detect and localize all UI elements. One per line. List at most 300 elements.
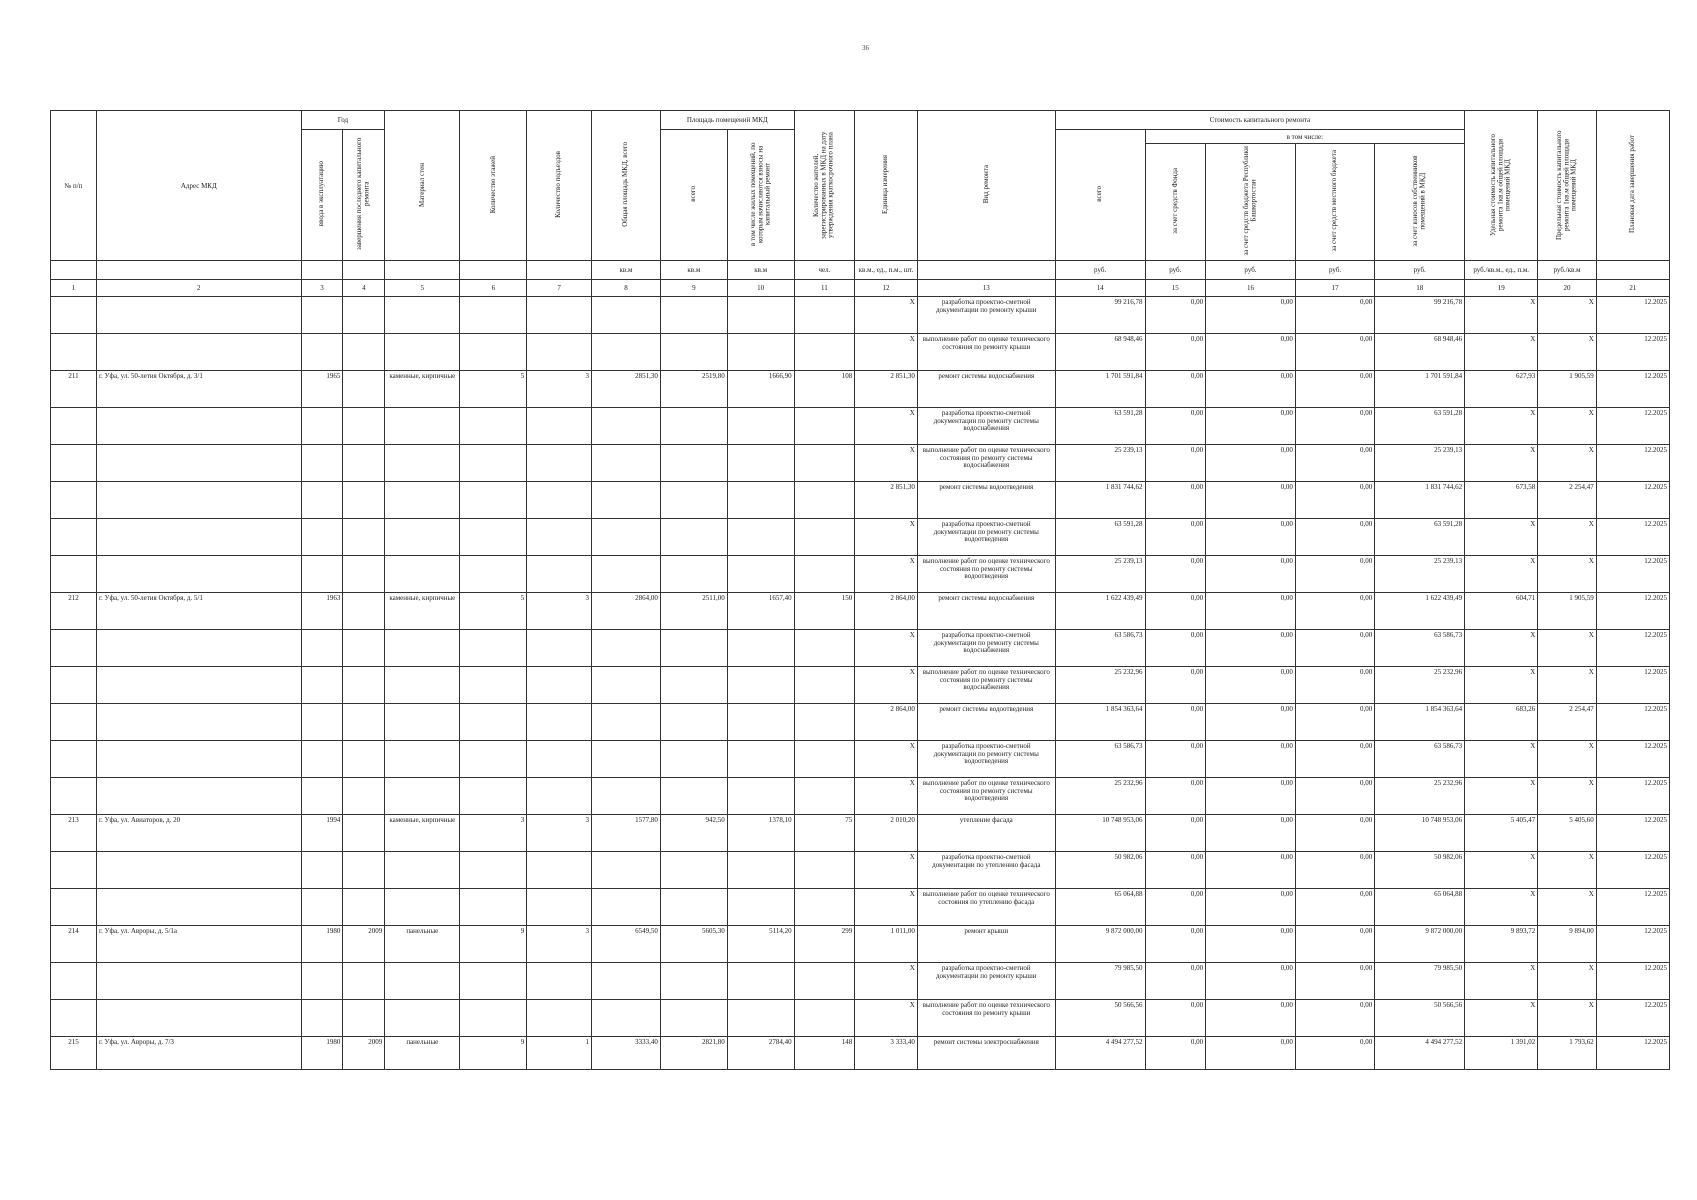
cell-y2 (343, 482, 385, 519)
cell-max: X (1538, 852, 1596, 889)
cell-res: 299 (794, 926, 855, 963)
cell-y1 (301, 482, 343, 519)
cell-total: 4 494 277,52 (1055, 1037, 1145, 1070)
cell-y2 (343, 889, 385, 926)
cell-loc: 0,00 (1295, 408, 1374, 445)
cell-ar (727, 852, 794, 889)
cell-fl (460, 297, 527, 334)
cell-max: X (1538, 334, 1596, 371)
cell-ta (591, 519, 660, 556)
cell-ta (591, 408, 660, 445)
header-area-total: всего (660, 130, 727, 261)
cell-ent (527, 778, 592, 815)
unit-cell: руб. (1145, 261, 1206, 280)
unit-cell: кв.м (727, 261, 794, 280)
cell-loc: 0,00 (1295, 778, 1374, 815)
header-no: № п/п (51, 111, 97, 261)
cell-own: 63 591,28 (1375, 519, 1465, 556)
cell-y2: 2009 (343, 926, 385, 963)
unit-cell (301, 261, 343, 280)
cell-mat (385, 408, 460, 445)
cell-mat (385, 519, 460, 556)
table-row (51, 445, 1670, 482)
cell-date: 12.2025 (1596, 408, 1669, 445)
cell-fund: 0,00 (1145, 630, 1206, 667)
unit-cell (917, 261, 1055, 280)
cell-fund: 0,00 (1145, 519, 1206, 556)
cell-loc: 0,00 (1295, 630, 1374, 667)
cell-fl (460, 667, 527, 704)
cell-work: выполнение работ по оценке технического состояния по ремонту системы водоотведения (917, 556, 1055, 593)
cell-no (51, 556, 97, 593)
cell-ar (727, 630, 794, 667)
cell-fund: 0,00 (1145, 371, 1206, 408)
cell-y2 (343, 1000, 385, 1037)
header-unit-cost: Удельная стоимость капитального ремонта 1кв.м общей площади помещений МКД (1465, 111, 1538, 261)
cell-qty: X (855, 556, 918, 593)
cell-rep: 0,00 (1206, 297, 1296, 334)
cell-res (794, 556, 855, 593)
cell-no (51, 889, 97, 926)
cell-y1 (301, 852, 343, 889)
cell-mat: каменные, кирпичные (385, 815, 460, 852)
unit-cell: руб. (1206, 261, 1296, 280)
cell-max: X (1538, 445, 1596, 482)
cell-no (51, 1000, 97, 1037)
cell-at: 2511,00 (660, 593, 727, 630)
cell-own: 9 872 000,00 (1375, 926, 1465, 963)
cell-unit: X (1465, 334, 1538, 371)
column-number-cell: 17 (1295, 280, 1374, 297)
column-number-cell: 3 (301, 280, 343, 297)
cell-y2 (343, 297, 385, 334)
cell-rep: 0,00 (1206, 1000, 1296, 1037)
cell-own: 25 239,13 (1375, 445, 1465, 482)
cell-y1 (301, 667, 343, 704)
header-cost-local: за счет средств местного бюджета (1295, 144, 1374, 261)
cell-ent (527, 334, 592, 371)
cell-own: 79 985,50 (1375, 963, 1465, 1000)
table-row (51, 630, 1670, 667)
cell-work: разработка проектно-сметной документации по ремонту крыши (917, 963, 1055, 1000)
cell-date: 12.2025 (1596, 815, 1669, 852)
table-row (51, 297, 1670, 334)
cell-ta (591, 667, 660, 704)
cell-at (660, 889, 727, 926)
cell-work: выполнение работ по оценке технического состояния по ремонту крыши (917, 334, 1055, 371)
header-floors: Количество этажей (460, 111, 527, 261)
column-number-cell: 14 (1055, 280, 1145, 297)
cell-at (660, 778, 727, 815)
table-row (51, 889, 1670, 926)
repair-plan-table (50, 110, 1670, 1070)
unit-cell (385, 261, 460, 280)
cell-loc: 0,00 (1295, 963, 1374, 1000)
cell-no (51, 408, 97, 445)
cell-date: 12.2025 (1596, 297, 1669, 334)
cell-y2 (343, 667, 385, 704)
cell-date: 12.2025 (1596, 963, 1669, 1000)
cell-ar (727, 556, 794, 593)
cell-fund: 0,00 (1145, 593, 1206, 630)
cell-rep: 0,00 (1206, 408, 1296, 445)
cell-date: 12.2025 (1596, 741, 1669, 778)
cell-ent (527, 852, 592, 889)
cell-mat (385, 556, 460, 593)
cell-work: ремонт системы водоотведения (917, 482, 1055, 519)
cell-at (660, 482, 727, 519)
cell-ent (527, 556, 592, 593)
cell-own: 63 586,73 (1375, 630, 1465, 667)
cell-res (794, 334, 855, 371)
cell-ta (591, 556, 660, 593)
header-wall-material: Материал стен (385, 111, 460, 261)
cell-ar: 1378,10 (727, 815, 794, 852)
cell-fund: 0,00 (1145, 778, 1206, 815)
cell-date: 12.2025 (1596, 593, 1669, 630)
cell-own: 25 232,96 (1375, 667, 1465, 704)
unit-cell: руб./кв.м., ед., п.м. (1465, 261, 1538, 280)
cell-fl (460, 889, 527, 926)
cell-date: 12.2025 (1596, 482, 1669, 519)
header-cost-republic: за счет средств бюджета Республики Башкортостан (1206, 144, 1296, 261)
cell-max: 5 405,60 (1538, 815, 1596, 852)
table-row (51, 852, 1670, 889)
cell-max: X (1538, 556, 1596, 593)
cell-fl (460, 1000, 527, 1037)
cell-loc: 0,00 (1295, 704, 1374, 741)
cell-qty: X (855, 1000, 918, 1037)
cell-y2 (343, 408, 385, 445)
cell-own: 50 982,06 (1375, 852, 1465, 889)
cell-qty: X (855, 741, 918, 778)
cell-total: 9 872 000,00 (1055, 926, 1145, 963)
cell-work: выполнение работ по оценке технического состояния по ремонту системы водоотведения (917, 778, 1055, 815)
cell-own: 4 494 277,52 (1375, 1037, 1465, 1070)
cell-qty: 2 864,00 (855, 704, 918, 741)
column-number-cell: 8 (591, 280, 660, 297)
cell-work: выполнение работ по оценке технического состояния по ремонту крыши (917, 1000, 1055, 1037)
cell-ent (527, 704, 592, 741)
cell-work: разработка проектно-сметной документации по ремонту крыши (917, 297, 1055, 334)
cell-rep: 0,00 (1206, 815, 1296, 852)
unit-cell (1596, 261, 1669, 280)
cell-fl: 5 (460, 593, 527, 630)
cell-no (51, 445, 97, 482)
cell-date: 12.2025 (1596, 334, 1669, 371)
cell-y2 (343, 963, 385, 1000)
cell-max: 9 894,00 (1538, 926, 1596, 963)
cell-addr (96, 408, 301, 445)
cell-loc: 0,00 (1295, 667, 1374, 704)
column-number-cell: 12 (855, 280, 918, 297)
cell-qty: X (855, 778, 918, 815)
unit-cell: руб./кв.м (1538, 261, 1596, 280)
cell-ar (727, 741, 794, 778)
cell-at (660, 519, 727, 556)
cell-ta (591, 889, 660, 926)
cell-res (794, 482, 855, 519)
cell-work: ремонт системы водоотведения (917, 704, 1055, 741)
cell-rep: 0,00 (1206, 519, 1296, 556)
cell-ta: 3333,40 (591, 1037, 660, 1070)
column-number-cell: 6 (460, 280, 527, 297)
cell-ta (591, 630, 660, 667)
cell-qty: X (855, 297, 918, 334)
table-row (51, 815, 1670, 852)
cell-qty: 3 333,40 (855, 1037, 918, 1070)
cell-y2 (343, 630, 385, 667)
cell-work: выполнение работ по оценке технического состояния по ремонту системы водоснабжения (917, 667, 1055, 704)
cell-ent: 1 (527, 1037, 592, 1070)
cell-ar (727, 778, 794, 815)
cell-y1: 1965 (301, 371, 343, 408)
cell-loc: 0,00 (1295, 593, 1374, 630)
column-number-cell: 7 (527, 280, 592, 297)
cell-no (51, 667, 97, 704)
cell-work: выполнение работ по оценке технического состояния по утеплению фасада (917, 889, 1055, 926)
cell-loc: 0,00 (1295, 445, 1374, 482)
cell-ent (527, 519, 592, 556)
cell-work: ремонт системы водоснабжения (917, 371, 1055, 408)
cell-qty: X (855, 334, 918, 371)
table-row (51, 519, 1670, 556)
cell-mat: каменные, кирпичные (385, 593, 460, 630)
cell-ar (727, 1000, 794, 1037)
cell-total: 1 622 439,49 (1055, 593, 1145, 630)
column-number-cell: 1 (51, 280, 97, 297)
cell-total: 50 982,06 (1055, 852, 1145, 889)
cell-y1 (301, 556, 343, 593)
cell-no (51, 963, 97, 1000)
cell-no: 215 (51, 1037, 97, 1070)
cell-y2 (343, 445, 385, 482)
cell-addr: г. Уфа, ул. Авроры, д. 5/1а (96, 926, 301, 963)
cell-max: 1 905,59 (1538, 371, 1596, 408)
cell-qty: X (855, 408, 918, 445)
cell-loc: 0,00 (1295, 556, 1374, 593)
cell-fund: 0,00 (1145, 408, 1206, 445)
cell-ent (527, 889, 592, 926)
table-row (51, 926, 1670, 963)
cell-work: ремонт крыши (917, 926, 1055, 963)
cell-ta (591, 852, 660, 889)
cell-max: X (1538, 778, 1596, 815)
cell-res (794, 445, 855, 482)
cell-at (660, 704, 727, 741)
table-row (51, 482, 1670, 519)
cell-fl (460, 519, 527, 556)
cell-date: 12.2025 (1596, 371, 1669, 408)
cell-rep: 0,00 (1206, 963, 1296, 1000)
cell-addr (96, 1000, 301, 1037)
cell-fl (460, 556, 527, 593)
cell-fl (460, 963, 527, 1000)
cell-y1: 1994 (301, 815, 343, 852)
header-cost-owners: за счет взносов собственников помещений в МКД (1375, 144, 1465, 261)
cell-ta (591, 334, 660, 371)
cell-fund: 0,00 (1145, 445, 1206, 482)
cell-ta (591, 482, 660, 519)
cell-no: 212 (51, 593, 97, 630)
header-total-area: Общая площадь МКД, всего (591, 111, 660, 261)
cell-total: 63 586,73 (1055, 741, 1145, 778)
cell-ta (591, 704, 660, 741)
cell-rep: 0,00 (1206, 852, 1296, 889)
cell-date: 12.2025 (1596, 1037, 1669, 1070)
cell-work: разработка проектно-сметной документации по ремонту системы водоотведения (917, 741, 1055, 778)
cell-date: 12.2025 (1596, 926, 1669, 963)
cell-ar (727, 519, 794, 556)
cell-addr: г. Уфа, ул. Авиаторов, д. 20 (96, 815, 301, 852)
cell-ent (527, 667, 592, 704)
cell-ta (591, 778, 660, 815)
cell-y2 (343, 371, 385, 408)
column-number-cell: 15 (1145, 280, 1206, 297)
cell-ent (527, 482, 592, 519)
cell-res (794, 1000, 855, 1037)
cell-max: X (1538, 408, 1596, 445)
cell-ent (527, 297, 592, 334)
cell-qty: 2 851,30 (855, 371, 918, 408)
unit-cell: руб. (1055, 261, 1145, 280)
column-number-cell: 19 (1465, 280, 1538, 297)
unit-cell (96, 261, 301, 280)
cell-own: 63 591,28 (1375, 408, 1465, 445)
cell-fl (460, 408, 527, 445)
cell-res: 148 (794, 1037, 855, 1070)
cell-no: 211 (51, 371, 97, 408)
cell-unit: X (1465, 297, 1538, 334)
cell-total: 63 591,28 (1055, 408, 1145, 445)
cell-total: 1 831 744,62 (1055, 482, 1145, 519)
cell-no (51, 741, 97, 778)
cell-ta: 6549,50 (591, 926, 660, 963)
cell-total: 1 701 591,84 (1055, 371, 1145, 408)
cell-mat (385, 630, 460, 667)
cell-rep: 0,00 (1206, 630, 1296, 667)
table-row (51, 778, 1670, 815)
header-cost-group: Стоимость капитального ремонта (1055, 111, 1464, 130)
cell-y1: 1980 (301, 926, 343, 963)
cell-addr (96, 630, 301, 667)
cell-unit: X (1465, 889, 1538, 926)
cell-own: 1 854 363,64 (1375, 704, 1465, 741)
cell-addr (96, 556, 301, 593)
cell-res (794, 630, 855, 667)
cell-fl (460, 630, 527, 667)
cell-qty: X (855, 667, 918, 704)
cell-qty: 1 011,00 (855, 926, 918, 963)
cell-y1 (301, 963, 343, 1000)
cell-qty: X (855, 889, 918, 926)
cell-fl (460, 482, 527, 519)
cell-mat (385, 334, 460, 371)
cell-res: 150 (794, 593, 855, 630)
unit-cell: кв.м (660, 261, 727, 280)
cell-work: утепление фасада (917, 815, 1055, 852)
cell-y2 (343, 593, 385, 630)
cell-mat (385, 852, 460, 889)
unit-cell: руб. (1375, 261, 1465, 280)
cell-total: 65 064,88 (1055, 889, 1145, 926)
cell-y1 (301, 704, 343, 741)
cell-qty: 2 851,30 (855, 482, 918, 519)
cell-addr (96, 741, 301, 778)
unit-cell (460, 261, 527, 280)
cell-max: X (1538, 667, 1596, 704)
header-including: в том числе: (1145, 130, 1465, 144)
cell-mat (385, 482, 460, 519)
cell-work: ремонт системы электроснабжения (917, 1037, 1055, 1070)
cell-ta: 2864,00 (591, 593, 660, 630)
cell-total: 25 232,96 (1055, 667, 1145, 704)
cell-at (660, 963, 727, 1000)
cell-at (660, 445, 727, 482)
cell-res (794, 519, 855, 556)
cell-res (794, 408, 855, 445)
cell-loc: 0,00 (1295, 889, 1374, 926)
cell-unit: X (1465, 519, 1538, 556)
cell-max: X (1538, 963, 1596, 1000)
cell-ent: 3 (527, 926, 592, 963)
cell-unit: X (1465, 963, 1538, 1000)
cell-qty: 2 864,00 (855, 593, 918, 630)
header-unit-measure: Единица измерения (855, 111, 918, 261)
cell-ar (727, 667, 794, 704)
repair-plan-table-container (50, 110, 1670, 1070)
cell-max: X (1538, 1000, 1596, 1037)
cell-max: X (1538, 630, 1596, 667)
cell-rep: 0,00 (1206, 445, 1296, 482)
cell-date: 12.2025 (1596, 852, 1669, 889)
cell-rep: 0,00 (1206, 593, 1296, 630)
cell-unit: X (1465, 556, 1538, 593)
cell-ent: 3 (527, 371, 592, 408)
column-number-cell: 9 (660, 280, 727, 297)
cell-date: 12.2025 (1596, 778, 1669, 815)
column-number-cell: 18 (1375, 280, 1465, 297)
cell-fund: 0,00 (1145, 852, 1206, 889)
cell-y1 (301, 889, 343, 926)
cell-own: 25 239,13 (1375, 556, 1465, 593)
cell-at (660, 852, 727, 889)
cell-own: 1 622 439,49 (1375, 593, 1465, 630)
cell-fund: 0,00 (1145, 815, 1206, 852)
cell-y1: 1980 (301, 1037, 343, 1070)
cell-date: 12.2025 (1596, 667, 1669, 704)
cell-y1 (301, 741, 343, 778)
cell-y1 (301, 408, 343, 445)
column-number-cell: 2 (96, 280, 301, 297)
cell-y2 (343, 741, 385, 778)
cell-fund: 0,00 (1145, 741, 1206, 778)
cell-max: X (1538, 889, 1596, 926)
cell-fund: 0,00 (1145, 1037, 1206, 1070)
cell-ar (727, 889, 794, 926)
cell-at (660, 334, 727, 371)
table-row (51, 371, 1670, 408)
cell-at (660, 1000, 727, 1037)
cell-unit: X (1465, 630, 1538, 667)
cell-no (51, 297, 97, 334)
column-number-cell: 5 (385, 280, 460, 297)
cell-unit: X (1465, 445, 1538, 482)
cell-fl (460, 741, 527, 778)
header-area-group: Площадь помещений МКД (660, 111, 794, 130)
cell-rep: 0,00 (1206, 889, 1296, 926)
cell-qty: X (855, 963, 918, 1000)
